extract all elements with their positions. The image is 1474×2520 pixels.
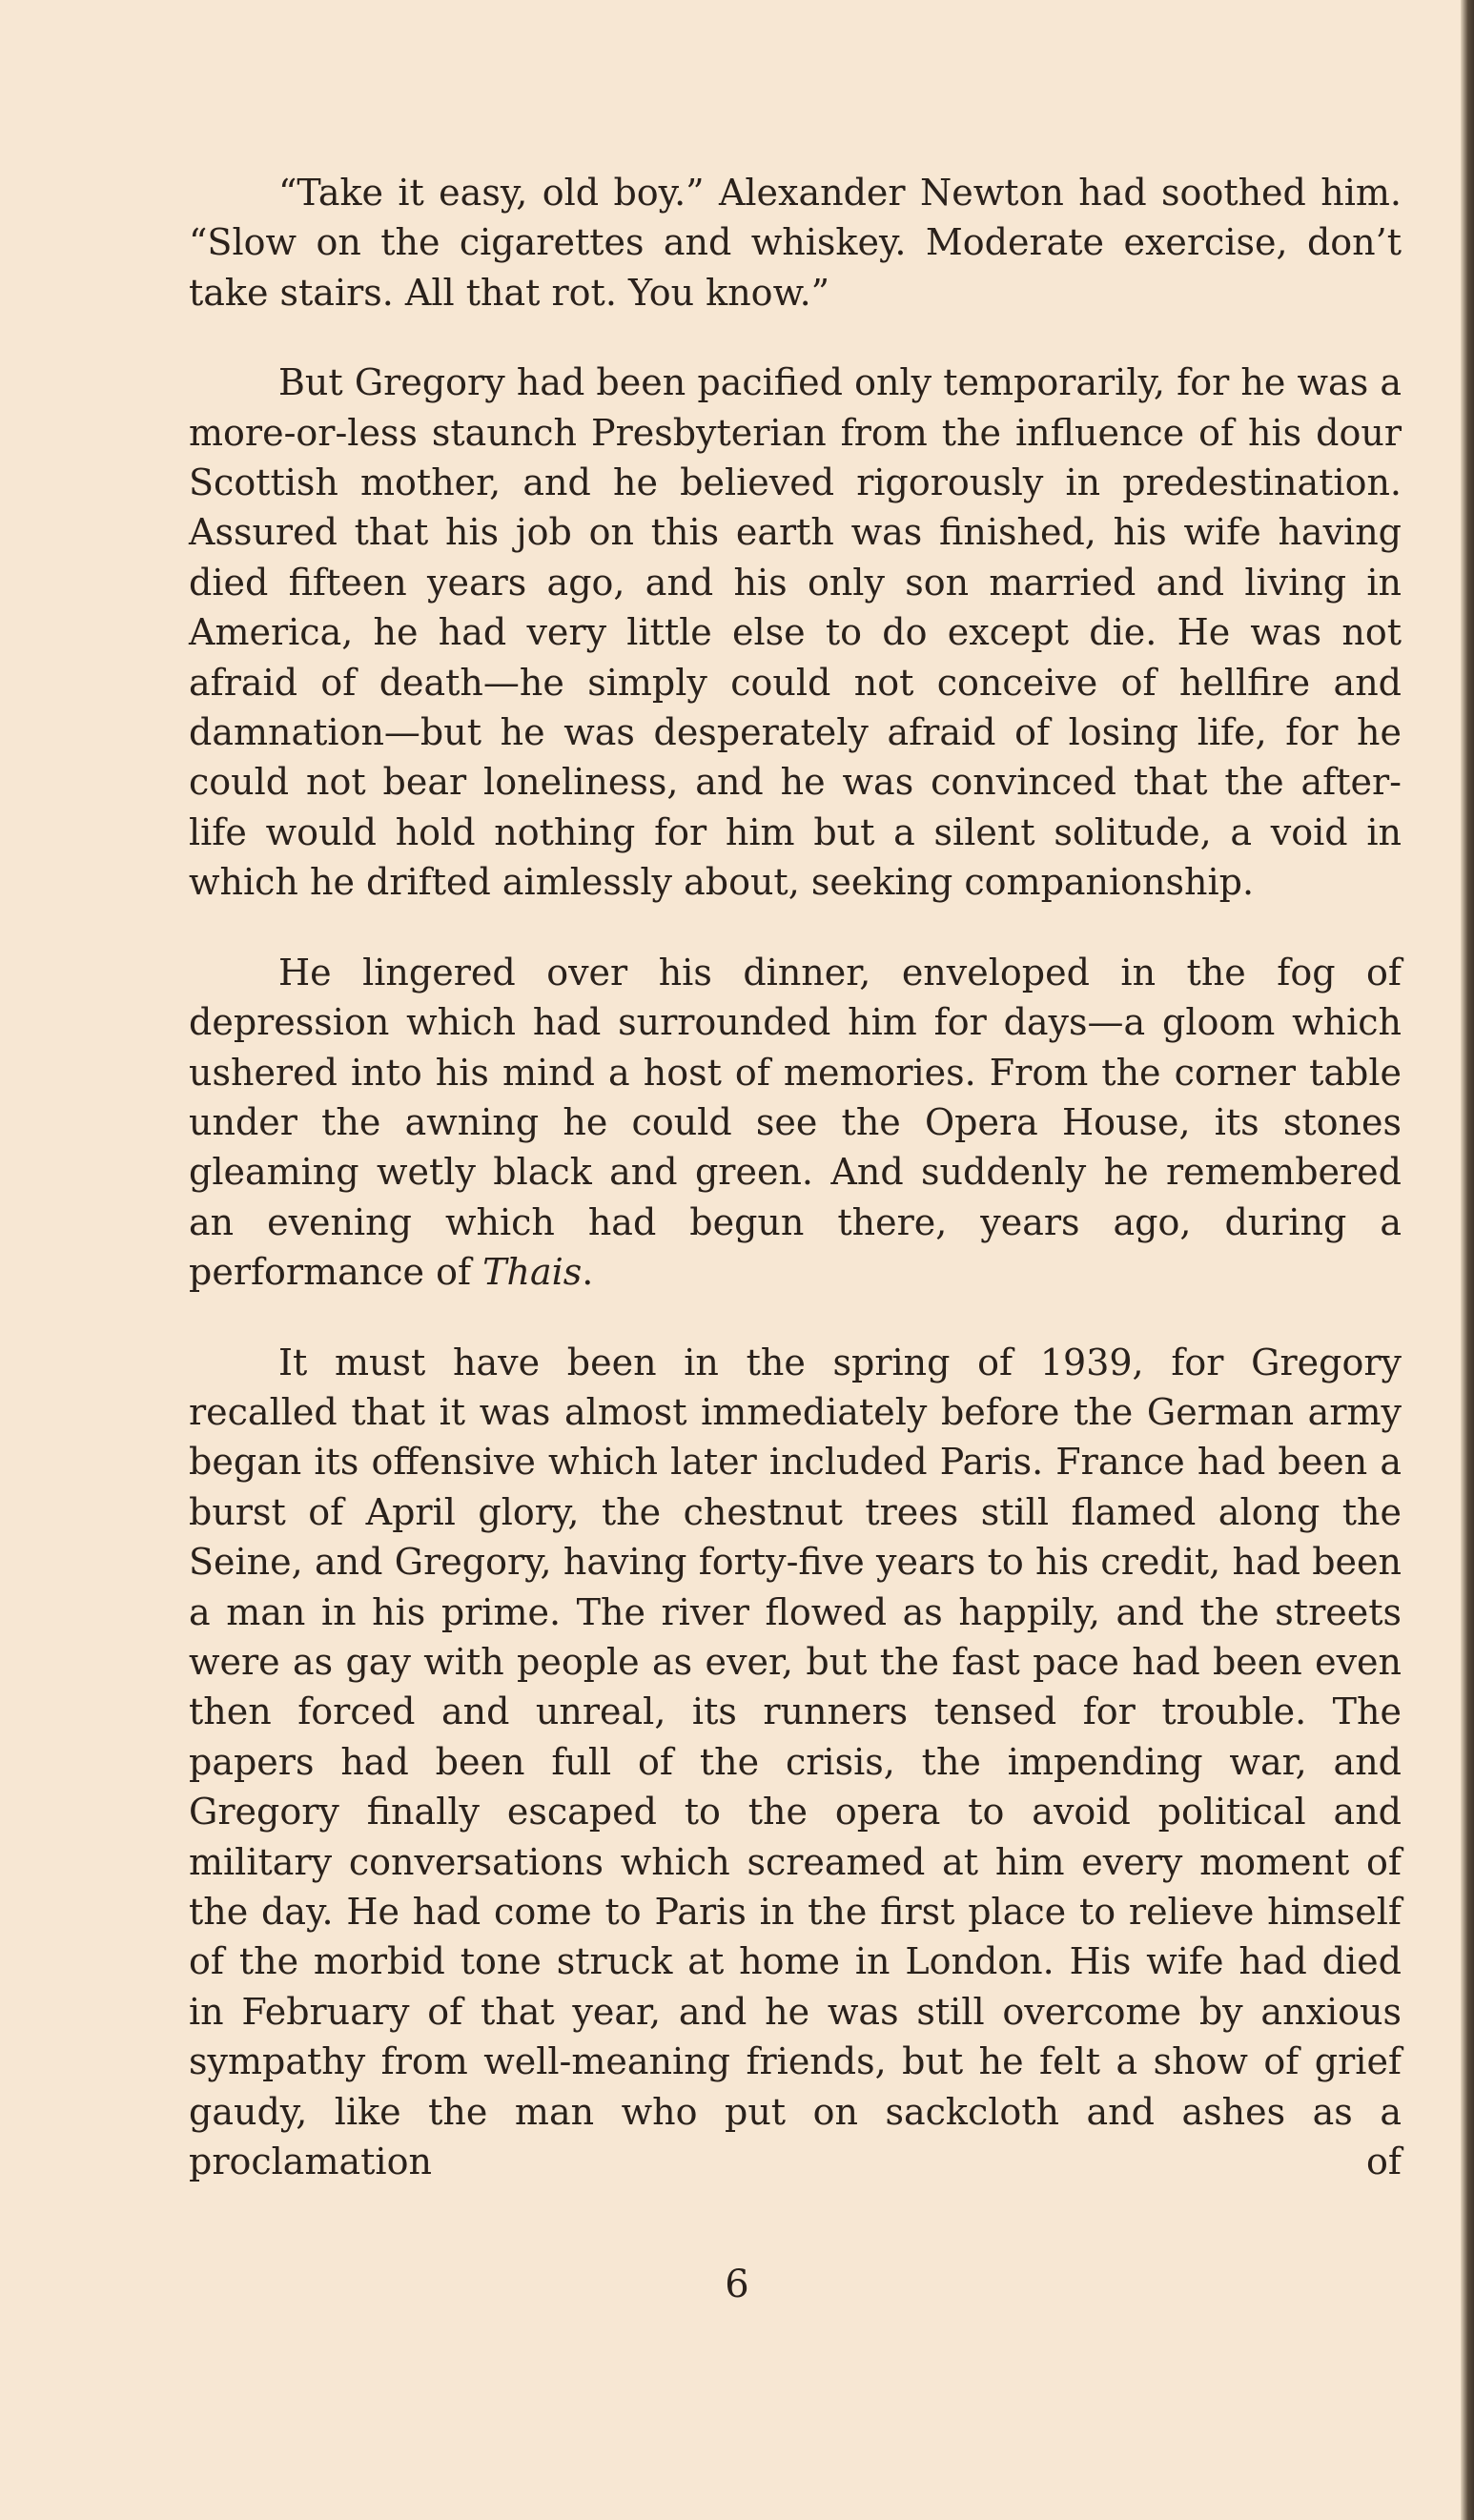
paragraph-dinner-memory [189,948,1402,1298]
opera-title-period: . [582,1251,594,1294]
paragraph-spring-1939: It must have been in the spring of 1939, for Gregory recalled that it was almost immediately before the German army began its offensive which later included Paris. France had been a burst of April glory, the chestnut trees still flamed along the Seine, and Gregory, having forty-five years to his credit, had been a man in his prime. The river flowed as happily, and the streets were as gay with people as ever, but the fast pace had been even then forced and unreal, its runners tensed for trouble. The papers had been full of the crisis, the impending war, and Gregory finally escaped to the opera to avoid political and military conversations which screamed at him every moment of the day. He had come to Paris in the first place to relieve himself of the morbid tone struck at home in London. His wife had died in February of that year, and he was still overcome by anxious sympathy from well-meaning friends, but he felt a show of grief gaudy, like the man who put on sackcloth and ashes as a proclamation of [189,1341,1402,2183]
page-number: 6 [725,2263,749,2306]
body-text [189,168,1402,2186]
paragraph-gregory-predestination: But Gregory had been pacified only temporarily, for he was a more-or-less staunch Presbyterian from the influence of his dour Scottish mother, and he believed rigorously in predestination. Assured that his job on this earth was finished, his wife having died fifteen years ago, and his only son married and living in America, he had very little else to do except die. He was not afraid of death—he simply could not conceive of hellfire and damnation—but he was desperately afraid of losing life, for he could not bear loneliness, and he was convinced that the after-life would hold nothing for him but a silent solitude, a void in which he drifted aimlessly about, seeking companionship. [189,361,1402,904]
paragraph-dinner-memory-text: He lingered over his dinner, enveloped in the fog of depression which had surrounded him for days—a gloom which ushered into his mind a host of memories. From the corner table under the awning he could see the Opera House, its stones gleaming wetly black and green. And suddenly he remembered an evening which had begun there, years ago, during a performance of [189,951,1402,1294]
opera-title: Thais [482,1251,583,1294]
page-edge-shadow [1461,0,1474,2520]
paragraph-newton-advice: “Take it easy, old boy.” Alexander Newton had soothed him. “Slow on the cigarettes and whiskey. Moderate exercise, don’t take stairs. All that rot. You know.” [189,172,1402,314]
